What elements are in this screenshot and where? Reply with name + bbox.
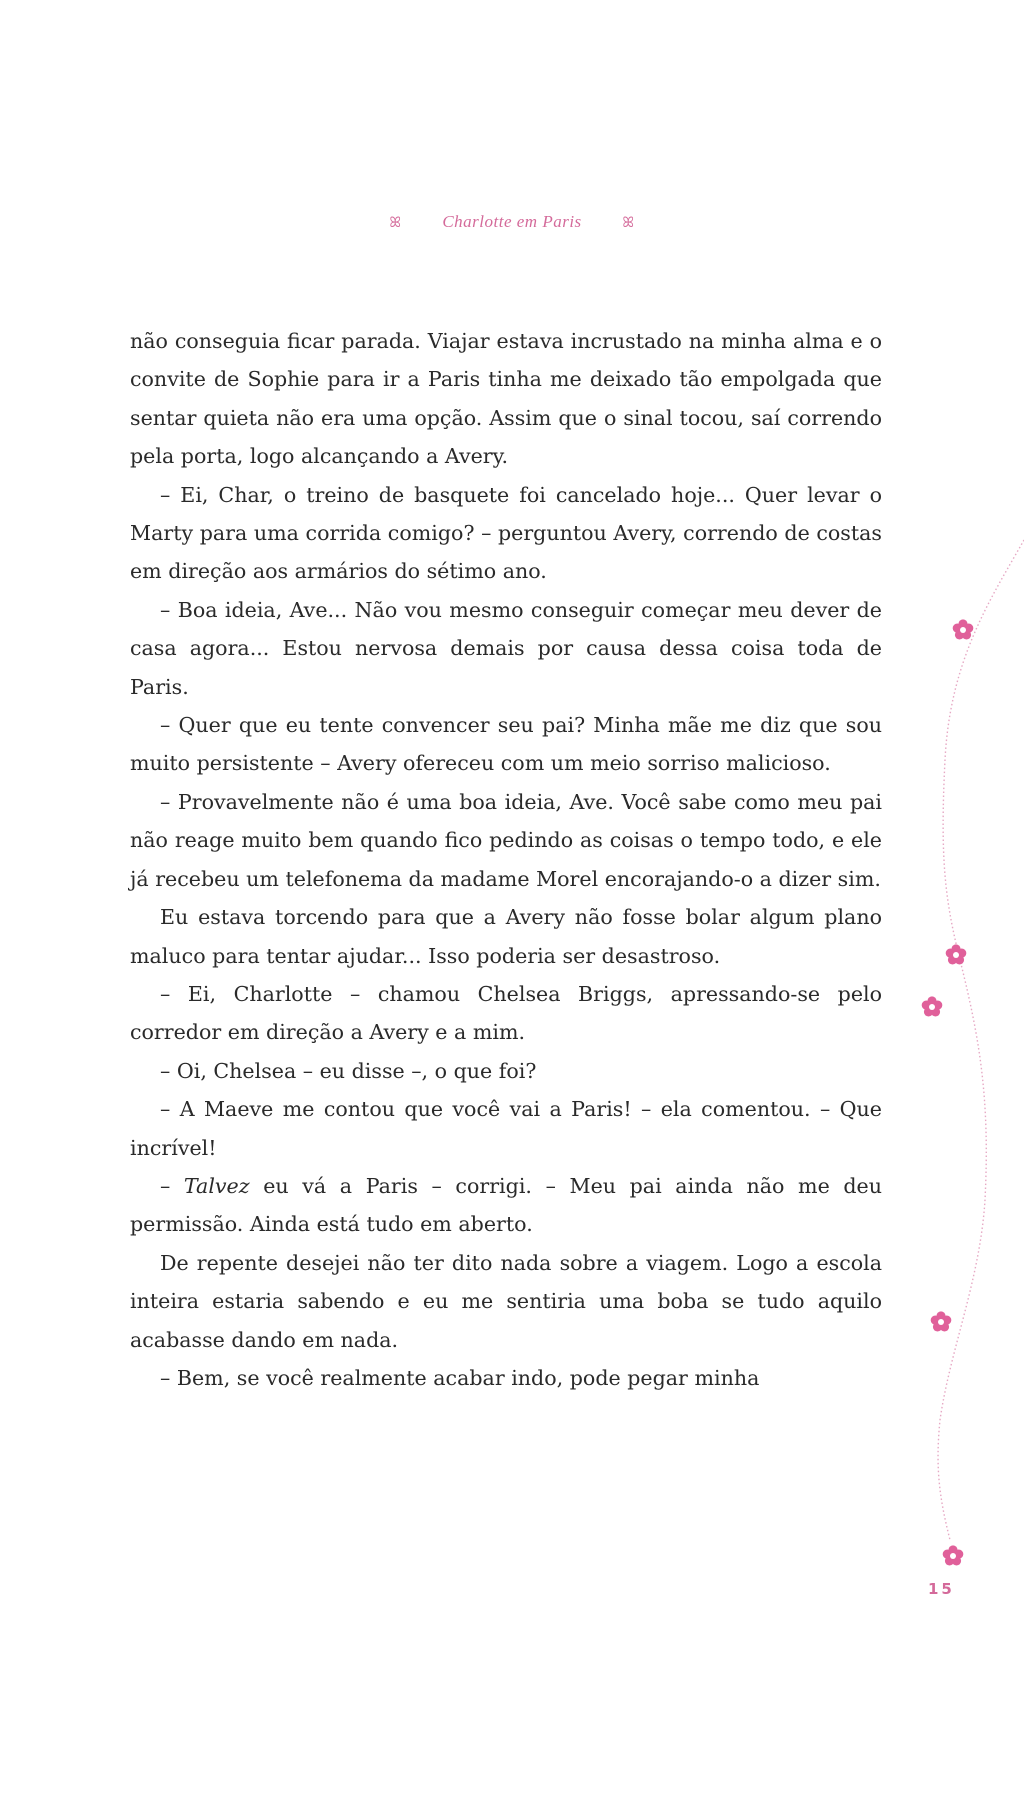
flower-icon	[922, 996, 943, 1016]
paragraph: Eu estava torcendo para que a Avery não fosse bolar algum plano maluco para tentar ajudar... Isso poderia ser desastroso.	[130, 905, 882, 968]
flower-icon	[943, 1545, 964, 1565]
flower-icon	[931, 1311, 952, 1331]
flower-icon	[953, 619, 974, 639]
running-header	[0, 212, 1024, 232]
paragraph: – Bem, se você realmente acabar indo, pode pegar minha	[160, 1365, 760, 1390]
book-title: Charlotte em Paris	[442, 212, 582, 231]
right-ornament-icon: ꕤ	[622, 216, 635, 231]
flower-icon	[946, 944, 967, 964]
emphasis-word: Talvez	[183, 1173, 250, 1198]
page-number: 15	[928, 1580, 955, 1598]
paragraph: – Boa ideia, Ave... Não vou mesmo conseguir começar meu dever de casa agora... Estou nervosa demais por causa dessa coisa toda de Paris.	[130, 597, 882, 699]
paragraph: – Ei, Charlotte – chamou Chelsea Briggs, apressando-se pelo corredor em direção a Avery e a mim.	[130, 981, 882, 1045]
paragraph-rest: eu vá a Paris – corrigi. – Meu pai ainda não me deu permissão. Ainda está tudo em aberto.	[130, 1173, 883, 1237]
paragraph: – A Maeve me contou que você vai a Paris! – ela comentou. – Que incrível!	[130, 1097, 882, 1160]
vine-stem	[938, 540, 1024, 1540]
paragraph: De repente desejei não ter dito nada sobre a viagem. Logo a escola inteira estaria sabendo e eu me sentiria uma boba se tudo aquilo acabasse dando em nada.	[130, 1250, 882, 1352]
paragraph: – Quer que eu tente convencer seu pai? Minha mãe me diz que sou muito persistente – Avery ofereceu com um meio sorriso malicioso.	[130, 713, 882, 776]
paragraph: – Oi, Chelsea – eu disse –, o que foi?	[160, 1058, 537, 1083]
paragraph: – Provavelmente não é uma boa ideia, Ave. Você sabe como meu pai não reage muito bem quando fico pedindo as coisas o tempo todo, e ele já recebeu um telefonema da madame Morel encorajando-o a dizer sim.	[130, 789, 882, 891]
paragraph: – Ei, Char, o treino de basquete foi cancelado hoje... Quer levar o Marty para uma corrida comigo? – perguntou Avery, correndo de costas em direção aos armários do sétimo ano.	[130, 482, 882, 584]
paragraph: não conseguia ficar parada. Viajar estava incrustado na minha alma e o convite de Sophie para ir a Paris tinha me deixado tão empolgada que sentar quieta não era uma opção. Assim que o sinal tocou, saí correndo pela porta, logo alcançando a Avery.	[130, 329, 882, 469]
paragraph-prefix: –	[160, 1173, 184, 1198]
body-text	[130, 322, 882, 1397]
left-ornament-icon: ꕤ	[389, 216, 402, 231]
paragraph	[130, 1167, 882, 1244]
